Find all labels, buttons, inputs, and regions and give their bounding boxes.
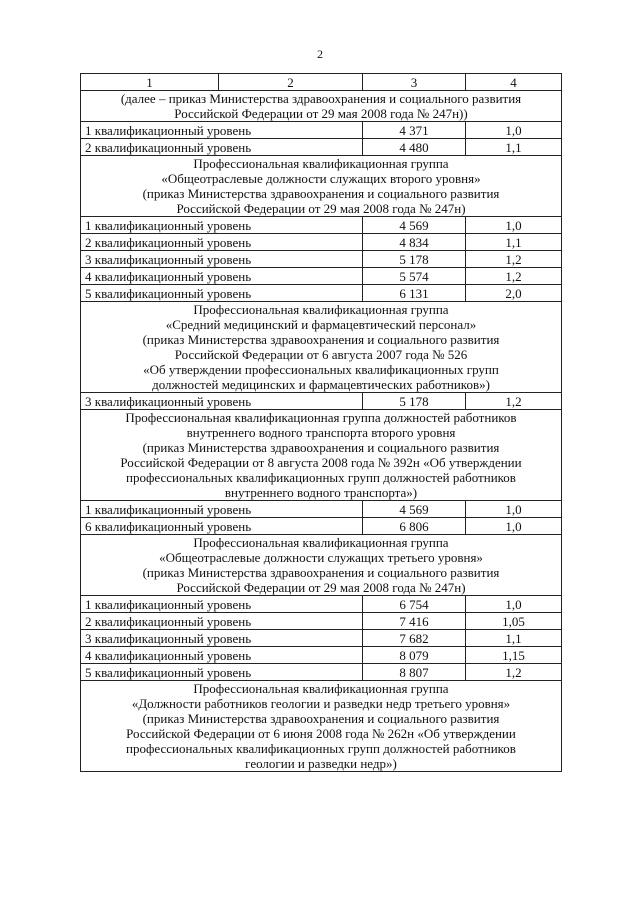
- table-row: [81, 596, 562, 613]
- group-header: [81, 410, 562, 501]
- column-header-row: [81, 74, 562, 91]
- group-header-line: Российской Федерации от 29 мая 2008 года № 247н)): [174, 106, 468, 121]
- group-header-line: «Общеотраслевые должности служащих второго уровня»: [161, 171, 481, 186]
- table-row: [81, 630, 562, 647]
- qualification-level-cell: 1 квалификационный уровень: [81, 122, 363, 139]
- qualification-level-cell: 6 квалификационный уровень: [81, 518, 363, 535]
- salary-table-body: [81, 74, 562, 772]
- coefficient-cell: 1,1: [466, 630, 562, 647]
- group-header-line: Профессиональная квалификационная группа: [193, 156, 449, 171]
- salary-cell: 7 682: [363, 630, 466, 647]
- coefficient-cell: 1,1: [466, 139, 562, 156]
- coefficient-cell: 1,0: [466, 217, 562, 234]
- qualification-level-cell: 4 квалификационный уровень: [81, 268, 363, 285]
- qualification-level-cell: 2 квалификационный уровень: [81, 139, 363, 156]
- group-header-line: внутреннего водного транспорта»): [224, 485, 418, 500]
- group-header: [81, 302, 562, 393]
- coefficient-cell: 1,2: [466, 268, 562, 285]
- coefficient-cell: 1,0: [466, 501, 562, 518]
- qualification-level-cell: 3 квалификационный уровень: [81, 630, 363, 647]
- coefficient-cell: 1,05: [466, 613, 562, 630]
- group-header: [81, 535, 562, 596]
- salary-cell: 4 371: [363, 122, 466, 139]
- salary-cell: 4 569: [363, 501, 466, 518]
- group-header-line: (далее – приказ Министерства здравоохранения и социального развития: [120, 91, 522, 106]
- salary-cell: 8 807: [363, 664, 466, 681]
- salary-cell: 6 131: [363, 285, 466, 302]
- coefficient-cell: 1,2: [466, 251, 562, 268]
- table-row: [81, 285, 562, 302]
- coefficient-cell: 1,15: [466, 647, 562, 664]
- salary-cell: 8 079: [363, 647, 466, 664]
- group-header: [81, 156, 562, 217]
- group-header-line: (приказ Министерства здравоохранения и социального развития: [142, 332, 500, 347]
- table-row: [81, 664, 562, 681]
- group-header-line: «Должности работников геологии и разведки недр третьего уровня»: [131, 696, 511, 711]
- coefficient-cell: 1,2: [466, 393, 562, 410]
- salary-cell: 6 806: [363, 518, 466, 535]
- table-row: [81, 518, 562, 535]
- column-header-1: 1: [81, 74, 219, 91]
- table-row: [81, 217, 562, 234]
- salary-cell: 5 178: [363, 393, 466, 410]
- group-header: [81, 91, 562, 122]
- qualification-level-cell: 1 квалификационный уровень: [81, 217, 363, 234]
- group-header-line: «Об утверждении профессиональных квалификационных групп: [143, 362, 499, 377]
- group-header-line: «Средний медицинский и фармацевтический персонал»: [165, 317, 477, 332]
- group-header-row: [81, 410, 562, 501]
- group-header-line: геологии и разведки недр»): [245, 756, 397, 771]
- table-row: [81, 251, 562, 268]
- group-header-line: (приказ Министерства здравоохранения и социального развития: [142, 565, 500, 580]
- table-row: [81, 234, 562, 251]
- coefficient-cell: 1,0: [466, 596, 562, 613]
- qualification-level-cell: 1 квалификационный уровень: [81, 596, 363, 613]
- group-header-line: (приказ Министерства здравоохранения и социального развития: [142, 440, 500, 455]
- group-header-row: [81, 535, 562, 596]
- table-row: [81, 139, 562, 156]
- table-row: [81, 501, 562, 518]
- group-header-line: (приказ Министерства здравоохранения и социального развития: [142, 186, 500, 201]
- coefficient-cell: 1,2: [466, 664, 562, 681]
- group-header-line: должностей медицинских и фармацевтических работников»): [152, 377, 490, 392]
- qualification-level-cell: 3 квалификационный уровень: [81, 393, 363, 410]
- group-header-line: Российской Федерации от 29 мая 2008 года № 247н): [176, 201, 466, 216]
- group-header-line: «Общеотраслевые должности служащих третьего уровня»: [159, 550, 483, 565]
- salary-cell: 4 480: [363, 139, 466, 156]
- page-number: 2: [317, 47, 323, 61]
- table-row: [81, 613, 562, 630]
- table-row: [81, 122, 562, 139]
- group-header-line: (приказ Министерства здравоохранения и социального развития: [142, 711, 500, 726]
- coefficient-cell: 2,0: [466, 285, 562, 302]
- qualification-level-cell: 2 квалификационный уровень: [81, 613, 363, 630]
- salary-cell: 5 178: [363, 251, 466, 268]
- group-header: [81, 681, 562, 772]
- group-header-line: профессиональных квалификационных групп должностей работников: [126, 470, 516, 485]
- group-header-line: Профессиональная квалификационная группа: [193, 535, 449, 550]
- coefficient-cell: 1,0: [466, 518, 562, 535]
- column-header-4: 4: [466, 74, 562, 91]
- table-row: [81, 268, 562, 285]
- group-header-row: [81, 156, 562, 217]
- qualification-level-cell: 5 квалификационный уровень: [81, 285, 363, 302]
- coefficient-cell: 1,0: [466, 122, 562, 139]
- qualification-level-cell: 1 квалификационный уровень: [81, 501, 363, 518]
- salary-cell: 4 569: [363, 217, 466, 234]
- group-header-line: Профессиональная квалификационная группа должностей работников: [125, 410, 517, 425]
- table-row: [81, 647, 562, 664]
- qualification-level-cell: 5 квалификационный уровень: [81, 664, 363, 681]
- group-header-line: Российской Федерации от 29 мая 2008 года № 247н): [176, 580, 466, 595]
- salary-cell: 4 834: [363, 234, 466, 251]
- table-row: [81, 393, 562, 410]
- qualification-level-cell: 4 квалификационный уровень: [81, 647, 363, 664]
- qualification-level-cell: 3 квалификационный уровень: [81, 251, 363, 268]
- group-header-row: [81, 681, 562, 772]
- coefficient-cell: 1,1: [466, 234, 562, 251]
- group-header-line: внутреннего водного транспорта второго уровня: [186, 425, 456, 440]
- salary-table: [80, 73, 562, 772]
- group-header-line: профессиональных квалификационных групп должностей работников: [126, 741, 516, 756]
- group-header-row: [81, 91, 562, 122]
- salary-cell: 7 416: [363, 613, 466, 630]
- salary-cell: 5 574: [363, 268, 466, 285]
- column-header-2: 2: [219, 74, 363, 91]
- group-header-line: Профессиональная квалификационная группа: [193, 681, 449, 696]
- group-header-line: Российской Федерации от 6 августа 2007 года № 526: [174, 347, 468, 362]
- group-header-row: [81, 302, 562, 393]
- group-header-line: Профессиональная квалификационная группа: [193, 302, 449, 317]
- column-header-3: 3: [363, 74, 466, 91]
- group-header-line: Российской Федерации от 6 июня 2008 года № 262н «Об утверждении: [126, 726, 516, 741]
- group-header-line: Российской Федерации от 8 августа 2008 года № 392н «Об утверждении: [120, 455, 522, 470]
- qualification-level-cell: 2 квалификационный уровень: [81, 234, 363, 251]
- salary-cell: 6 754: [363, 596, 466, 613]
